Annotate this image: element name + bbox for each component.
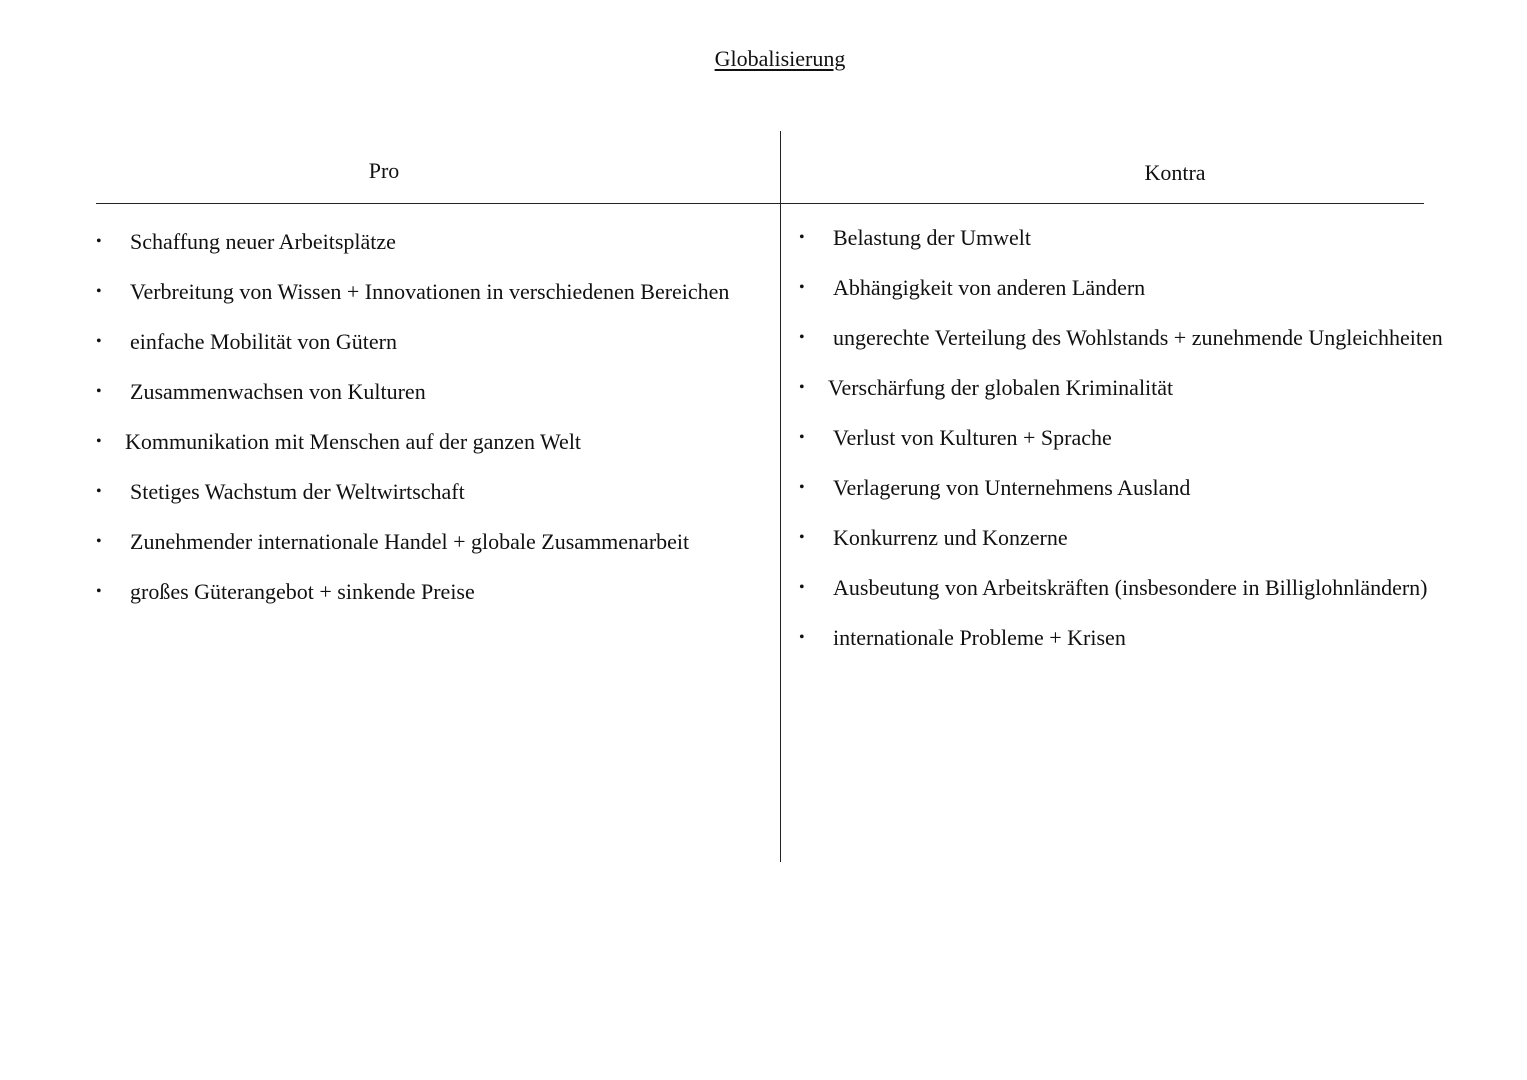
bullet-icon: •	[96, 533, 102, 550]
bullet-icon: •	[799, 229, 805, 246]
pro-item-text: einfache Mobilität von Gütern	[130, 329, 397, 354]
bullet-icon: •	[96, 483, 102, 500]
bullet-icon: •	[799, 579, 805, 596]
bullet-icon: •	[799, 379, 805, 396]
bullet-icon: •	[96, 383, 102, 400]
page-title: Globalisierung	[714, 46, 846, 71]
bullet-icon: •	[799, 629, 805, 646]
kontra-item-text: internationale Probleme + Krisen	[833, 625, 1126, 650]
bullet-icon: •	[96, 583, 102, 600]
kontra-list-item	[799, 324, 1443, 374]
bullet-icon: •	[96, 433, 102, 450]
kontra-list-item	[799, 374, 1443, 424]
header-divider-line	[96, 203, 1424, 204]
kontra-item-text: Verlust von Kulturen + Sprache	[833, 425, 1112, 450]
kontra-item-text: Verschärfung der globalen Kriminalität	[828, 375, 1174, 400]
bullet-icon: •	[96, 233, 102, 250]
kontra-list-item	[799, 224, 1443, 274]
pro-heading: Pro	[368, 158, 400, 183]
kontra-list-item	[799, 424, 1443, 474]
pro-item-text: Kommunikation mit Menschen auf der ganzen Welt	[125, 429, 582, 454]
kontra-heading: Kontra	[1144, 160, 1206, 185]
column-divider-line	[780, 131, 781, 862]
bullet-icon: •	[96, 333, 102, 350]
kontra-list	[799, 224, 1443, 674]
pro-list-item	[96, 328, 729, 378]
kontra-item-text: ungerechte Verteilung des Wohlstands + zunehmende Ungleichheiten	[833, 325, 1443, 350]
pro-list-item	[96, 578, 729, 628]
kontra-item-text: Belastung der Umwelt	[833, 225, 1031, 250]
bullet-icon: •	[799, 479, 805, 496]
kontra-list-item	[799, 274, 1443, 324]
pro-list-item	[96, 428, 729, 478]
kontra-item-text: Konkurrenz und Konzerne	[833, 525, 1068, 550]
kontra-list-item	[799, 474, 1443, 524]
kontra-item-text: Ausbeutung von Arbeitskräften (insbesondere in Billiglohnländern)	[833, 575, 1428, 600]
bullet-icon: •	[96, 283, 102, 300]
bullet-icon: •	[799, 429, 805, 446]
kontra-item-text: Verlagerung von Unternehmens Ausland	[833, 475, 1191, 500]
kontra-list-item	[799, 574, 1443, 624]
pro-list-item	[96, 278, 729, 328]
kontra-item-text: Abhängigkeit von anderen Ländern	[833, 275, 1146, 300]
pro-list	[96, 228, 729, 628]
bullet-icon: •	[799, 529, 805, 546]
pro-item-text: großes Güterangebot + sinkende Preise	[130, 579, 475, 604]
kontra-list-item	[799, 624, 1443, 674]
pro-item-text: Stetiges Wachstum der Weltwirtschaft	[130, 479, 465, 504]
pro-list-item	[96, 478, 729, 528]
pro-item-text: Verbreitung von Wissen + Innovationen in verschiedenen Bereichen	[130, 279, 730, 304]
bullet-icon: •	[799, 329, 805, 346]
pro-list-item	[96, 378, 729, 428]
pro-item-text: Zunehmender internationale Handel + globale Zusammenarbeit	[130, 529, 690, 554]
pro-item-text: Zusammenwachsen von Kulturen	[130, 379, 426, 404]
bullet-icon: •	[799, 279, 805, 296]
pro-item-text: Schaffung neuer Arbeitsplätze	[130, 229, 396, 254]
kontra-list-item	[799, 524, 1443, 574]
pro-list-item	[96, 228, 729, 278]
pro-list-item	[96, 528, 729, 578]
